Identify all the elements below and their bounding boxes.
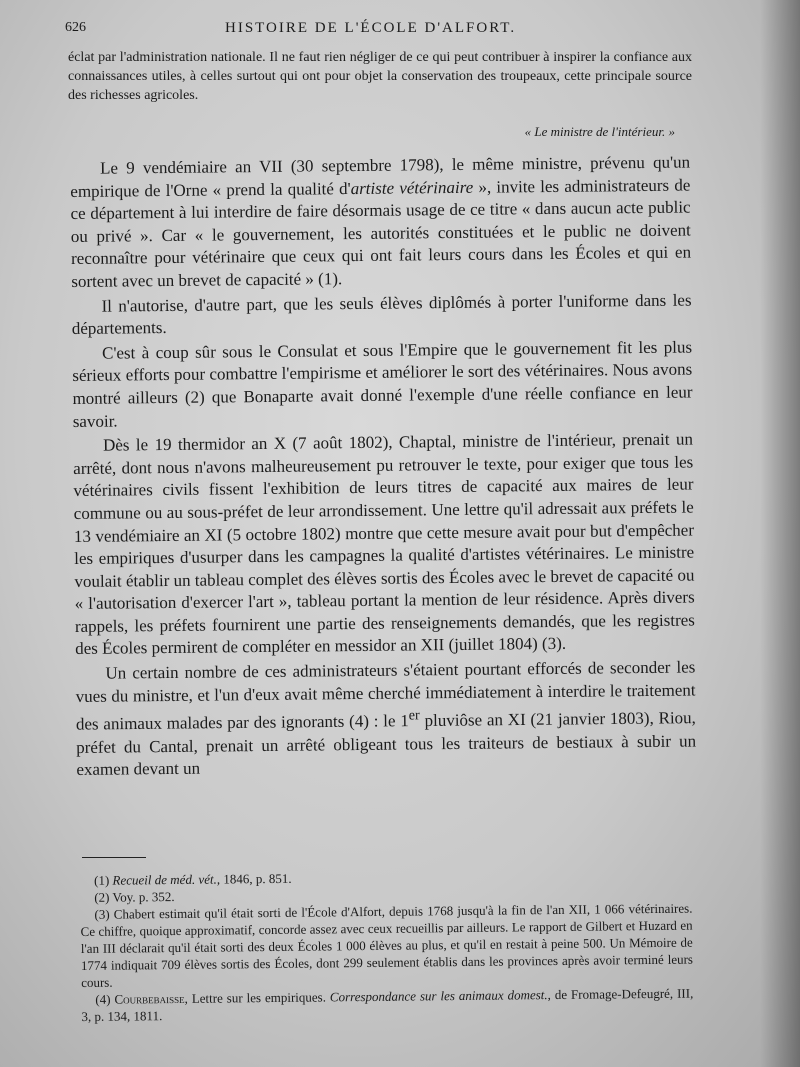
paragraph-1-text-a: Le 9 vendémiaire an VII (30 septembre 1798), le même ministre, prévenu qu'un empirique de l'Orne « prend la qualité d'	[70, 152, 691, 201]
paragraph-5-superscript: er	[408, 707, 420, 724]
footnote-4-author: Courbebaisse	[114, 990, 185, 1007]
footnote-1-italic: Recueil de méd. vét.	[112, 871, 217, 888]
footnote-4-italic: Correspondance sur les animaux domest.	[329, 987, 548, 1005]
intro-paragraph: éclat par l'administration nationale. Il ne faut rien négliger de ce qui peut contribuer à inspirer la confiance aux connaissances utiles, à celles surtout qui ont pour objet la conservation des troupeaux, cette principale source des richesses agricoles.	[68, 50, 692, 103]
page-edge-shadow	[760, 0, 800, 1067]
footnote-4-text-b: , de Fromage-Defeugré, III, 3, p. 134, 1811.	[81, 985, 694, 1024]
page-header	[65, 20, 685, 42]
page-number: 626	[65, 20, 86, 35]
footnote-4-text-a: , Lettre sur les empiriques.	[184, 989, 330, 1006]
footnote-1-number: (1)	[94, 872, 113, 888]
footnote-separator	[82, 857, 146, 858]
paragraph-1-text-b: », invite les administrateurs de ce département à lui interdire de faire désormais usage de ce titre « dans aucun acte public ou privé ». Car « le gouvernement, les autorités constituées et le public ne doivent reconnaître pour vétérinaire que ceux qui ont fait leurs cours dans les Écoles et qui en sortent avec un brevet de capacité » (1).	[70, 175, 692, 291]
footnotes	[80, 866, 694, 1025]
paragraph-2: Il n'autorise, d'autre part, que les seuls élèves diplômés à porter l'uniforme dans les départements.	[71, 290, 692, 339]
paragraph-5-text-b: pluviôse an XI (21 janvier 1803), Riou, préfet du Cantal, prenait un arrêté obligeant tous les traiteurs de bestiaux à subir un examen devant un	[76, 708, 697, 780]
paragraph-5-text-a: Un certain nombre de ces administrateurs s'étaient pourtant efforcés de seconder les vues du ministre, et l'un d'eux avait même cherché immédiatement à interdire le traitement des animaux malades par des ignorants (4) : le 1	[75, 657, 696, 734]
footnote-1-rest: , 1846, p. 851.	[216, 870, 292, 887]
footnote-4-number: (4)	[95, 991, 115, 1007]
paragraph-5	[75, 657, 696, 782]
running-title: HISTOIRE DE L'ÉCOLE D'ALFORT.	[225, 20, 517, 36]
paragraph-1-italic: artiste vétérinaire	[350, 177, 474, 198]
paragraph-3: C'est à coup sûr sous le Consulat et sous l'Empire que le gouvernement fit les plus sérieux efforts pour combattre l'empirisme et améliorer le sort des vétérinaires. Nous avons montré ailleurs (2) que Bonaparte avait donné l'exemple d'une réelle confiance en leur savoir.	[72, 337, 693, 431]
footnote-2: (2) Voy. p. 352.	[94, 889, 175, 905]
signature: « Le ministre de l'intérieur. »	[524, 124, 675, 139]
paragraph-1	[70, 152, 691, 294]
main-text	[70, 152, 697, 784]
paragraph-4: Dès le 19 thermidor an X (7 août 1802), Chaptal, ministre de l'intérieur, prenait un arrêté, dont nous n'avons malheureusement pu retrouver le texte, pour exiger que tous les vétérinaires civils fissent l'exhibition de leurs titres de capacité aux maires de leur commune ou au sous-préfet de leur arrondissement. Une lettre qu'il adressait aux préfets le 13 vendémiaire an XI (5 octobre 1802) montre que cette mesure avait pour but d'empêcher les empiriques d'usurper dans les campagnes la qualité d'artistes vétérinaires. Le ministre voulait établir un tableau complet des élèves sortis des Écoles avec le brevet de capacité ou « l'autorisation d'exercer l'art », tableau portant la mention de leur résidence. Après divers rappels, les préfets fournirent une partie des renseignements demandés, que les registres des Écoles permirent de compléter en messidor an XII (juillet 1804) (3).	[73, 429, 695, 659]
footnote-4	[81, 985, 693, 1025]
footnote-3: (3) Chabert estimait qu'il était sorti de l'École d'Alfort, depuis 1768 jusqu'à la fin de l'an XII, 1 066 vétérinaires. Ce chiffre, quoique approximatif, concorde assez avec ceux recueillis par ailleurs. Le rapport de Gilbert et Huzard en l'an III déclarait qu'il était sorti des deux Écoles 1 000 élèves au plus, et qu'il en restait à peine 500. Un Mémoire de 1774 indiquait 709 élèves sortis des Écoles, dont 299 seulement établis dans les provinces après avoir terminé leurs cours.	[80, 900, 694, 990]
